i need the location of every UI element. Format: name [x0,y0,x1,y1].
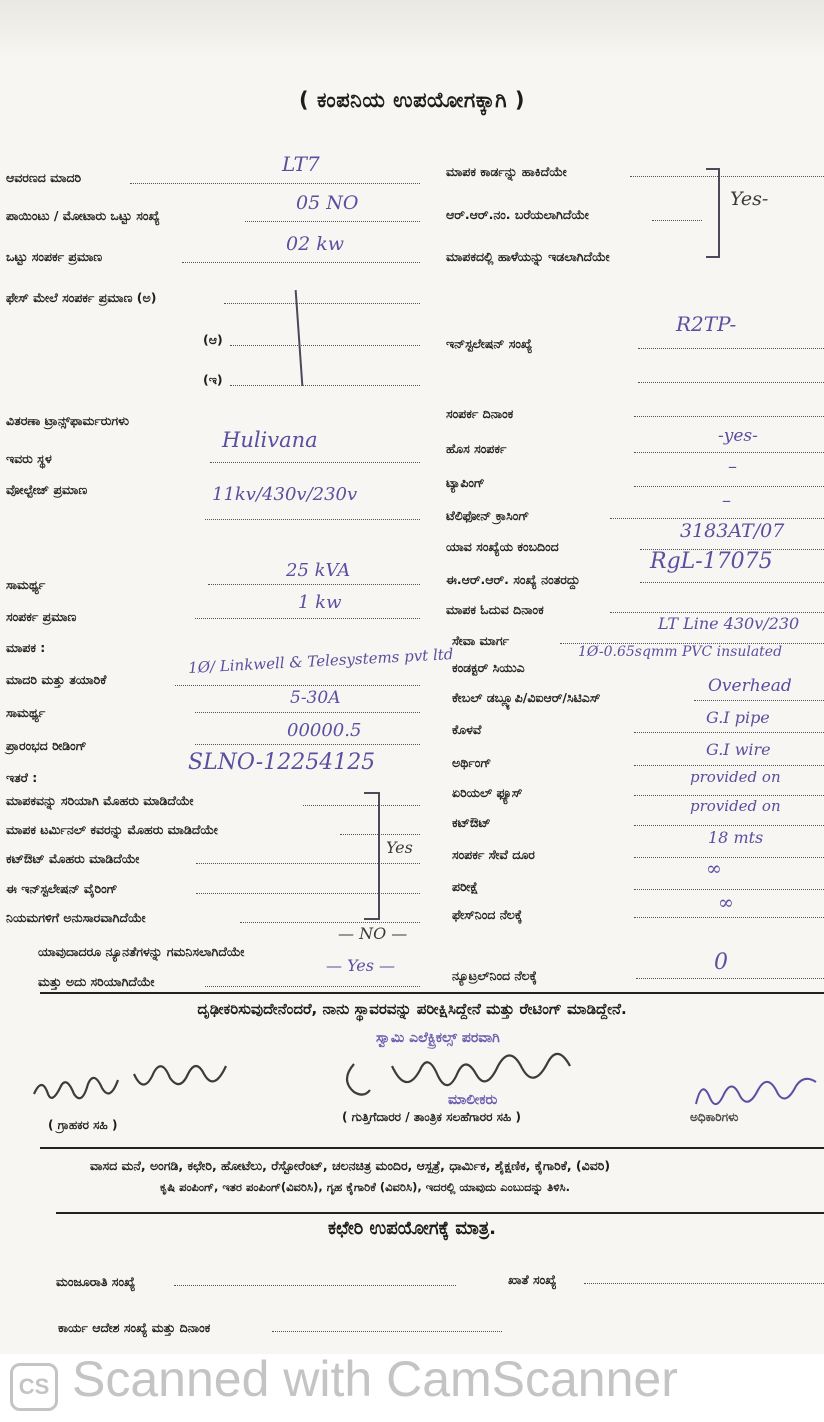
ivaru-sthala-value: Hulivana [222,428,318,452]
left-bracket-yes-value: Yes [386,838,413,857]
points-motor-line [245,221,420,222]
cable-label: ಕೇಬಲ್ ಡಬ್ಲ್ಯೂಪಿ/ವಿಐಆರ್/ಸಿಟಿಎಸ್ [452,690,601,705]
phase-b-line [230,345,420,346]
office-title: ಕಛೇರಿ ಉಪಯೋಗಕ್ಕೆ ಮಾತ್ರ. [328,1218,496,1239]
usage-top-rule [40,1147,824,1149]
cable-value: Overhead [708,676,792,696]
voltage-label: ವೋಲ್ಟೇಜ್ ಪ್ರಮಾಣ [6,482,88,497]
kolave-line [634,732,824,733]
cutout-mohar-label: ಕಟ್‌ಔಟ್ ಮೊಹರು ಮಾಡಿದೆಯೇ [6,851,140,866]
installation-no-label: ಇನ್‌ಸ್ಟಲೇಷನ್ ಸಂಖ್ಯೆ [446,336,533,351]
avarana-madari-label: ಆವರಣದ ಮಾದರಿ [6,170,82,185]
contractor-sign-label: ( ಗುತ್ತಿಗೆದಾರರ / ತಾಂತ್ರಿಕ ಸಲಹೆಗಾರರ ಸಹಿ ) [342,1110,521,1124]
ottu-samparka-line [182,262,420,263]
phase-c-label: (ಇ) [203,372,223,387]
khate-line [584,1283,824,1284]
phase-nelakke-line [634,917,824,918]
err-no-line [640,582,824,583]
camscanner-watermark: Scanned with CamScanner [72,1351,678,1407]
phase-nelakke-value: ∞ [718,892,734,914]
earthing-line [634,765,824,766]
samarthya-label: ಸಾಮರ್ಥ್ಯ [6,577,46,592]
tapping-value: – [728,456,737,477]
niyamagalige-line [240,922,420,923]
ottu-samparka-value: 02 kw [286,233,344,255]
kolave-value: G.I pipe [706,708,770,727]
madari-tayarike-line [175,685,420,686]
conductor-label: ಕಂಡಕ್ಟರ್ ಸಿಯುಎ [452,660,525,675]
prarambha-reading-line [195,744,420,745]
khate-label: ಖಾತೆ ಸಂಖ್ಯೆ [508,1272,557,1287]
nyunate-value: — NO — [338,924,408,943]
phase-a-label: ಫೇಸ್ ಮೇಲೆ ಸಂಪರ್ಕ ಪ್ರಮಾಣ (ಅ) [6,290,157,305]
officer-sign-label: ಅಧಿಕಾರಿಗಳು [690,1110,739,1124]
samarthya2-label: ಸಾಮರ್ಥ್ಯ [6,705,46,720]
neutral-nelakke-label: ನ್ಯೂಟ್ರಲ್‌ನಿಂದ ನೆಲಕ್ಕೆ [452,968,537,983]
installation-no-line [638,348,824,349]
karya-adesha-line [272,1331,502,1332]
cutout-mohar-line [196,863,420,864]
samparka-dinanka-line [634,416,824,417]
seva-marga-value: LT Line 430v/230 [658,614,800,633]
phase-nelakke-label: ಫೇಸ್‌ನಿಂದ ನೆಲಕ್ಕೆ [452,907,523,922]
manjurati-label: ಮಂಜೂರಾತಿ ಸಂಖ್ಯೆ [56,1274,136,1289]
samparka-pramana-value: 1 kw [298,592,342,613]
pariksha-value: ∞ [706,858,722,880]
voltage-value: 11kv/430v/230v [212,484,358,505]
karya-adesha-label: ಕಾರ್ಯ ಆದೇಶ ಸಂಖ್ಯೆ ಮತ್ತು ದಿನಾಂಕ [58,1320,211,1335]
camscanner-logo: CS [10,1363,58,1411]
aerial-fuse-line [634,795,824,796]
aerial-fuse-value: provided on [690,768,781,786]
avarana-madari-line [130,183,420,184]
nyunate-label: ಯಾವುದಾದರೂ ನ್ಯೂನತೆಗಳನ್ನು ಗಮನಿಸಲಾಗಿದೆಯೇ [38,944,245,959]
seva-marga-label: ಸೇವಾ ಮಾರ್ಗ [452,633,510,648]
ivaru-sthala-label: ಇವರು ಸ್ಥಳ [6,451,52,466]
err-no-value: RgL-17075 [650,549,773,574]
niyamagalige-label: ನಿಯಮಗಳಿಗೆ ಅನುಸಾರವಾಗಿದೆಯೇ [6,910,146,925]
form-title: ( ಕಂಪನಿಯ ಉಪಯೋಗಕ್ಕಾಗಿ ) [299,88,525,112]
neutral-nelakke-line [636,978,824,979]
sariyagide-value: — Yes — [326,956,396,975]
customer-sign-label: ( ಗ್ರಾಹಕರ ಸಹಿ ) [48,1118,118,1132]
samarthya-line [208,584,420,585]
phase-c-line [230,385,420,386]
telephone-crossing-value: – [722,490,731,511]
odhuva-dinanka-label: ಮಾಪಕ ಓದುವ ದಿನಾಂಕ [446,602,544,617]
samarthya2-value: 5-30A [290,688,341,708]
voltage-line [205,519,420,520]
manjurati-line [174,1285,456,1286]
usage-line-1: ವಾಸದ ಮನೆ, ಅಂಗಡಿ, ಕಛೇರಿ, ಹೋಟೆಲು, ರೆಸ್ಟೋರೆಂಟ್, ಚಲನಚಿತ್ರ ಮಂದಿರ, ಆಸ್ಪತ್ರೆ, ಧಾರ್ಮಿಕ, ಶೈಕ್ಷಣಿಕ, ಕೈಗಾರಿಕೆ, (ವಿವರಿ) [90,1158,611,1173]
right-yes-bracket [706,168,720,258]
declaration-text: ದೃಢೀಕರಿಸುವುದೇನೆಂದರೆ, ನಾನು ಸ್ಥಾವರವನ್ನು ಪರೀಕ್ಷಿಸಿದ್ದೇನೆ ಮತ್ತು ರೇಟಿಂಗ್ ಮಾಡಿದ್ದೇನೆ. [197,1000,627,1018]
samparka-pramana-line [195,618,420,619]
madari-tayarike-value: 1Ø/ Linkwell & Telesystems pvt ltd [187,645,454,677]
rr-no-label: ಆರ್.ಆರ್.ನಂ. ಬರೆಯಲಾಗಿದೆಯೇ [446,207,589,222]
samarthya2-line [195,712,420,713]
mapaka-mohar-line [303,805,420,806]
installation-no-value: R2TP- [676,312,737,336]
seve-doora-line [634,857,824,858]
customer-signature [30,1058,270,1118]
conductor-value: 1Ø-0.65sqmm PVC insulated [578,644,783,660]
left-yes-bracket [364,792,380,920]
cutout-label: ಕಟ್‌ಔಟ್ [452,815,491,830]
points-motor-label: ಪಾಯಿಂಟು / ಮೋಟಾರು ಒಟ್ಟು ಸಂಖ್ಯೆ [6,208,160,223]
ivaru-sthala-line [210,462,420,463]
transformers-label: ವಿತರಣಾ ಟ್ರಾನ್ಸ್‌ಫಾರ್ಮರುಗಳು [6,413,129,428]
pariksha-label: ಪರೀಕ್ಷೆ [452,879,479,894]
ottu-samparka-label: ಒಟ್ಟು ಸಂಪರ್ಕ ಪ್ರಮಾಣ [6,249,103,264]
declaration-top-rule [40,992,824,994]
mapaka-mohar-label: ಮಾಪಕವನ್ನು ಸರಿಯಾಗಿ ಮೊಹರು ಮಾಡಿದೆಯೇ [6,793,194,808]
hosa-samparka-label: ಹೊಸ ಸಂಪರ್ಕ [446,441,507,456]
points-motor-value: 05 NO [296,192,359,214]
err-no-label: ಈ.ಆರ್.ಆರ್. ಸಂಖ್ಯೆ ನಂತರದ್ದು [446,572,581,587]
kambadinda-value: 3183AT/07 [680,520,785,542]
installation-wiring-line [196,893,420,894]
samparka-pramana-label: ಸಂಪರ್ಕ ಪ್ರಮಾಣ [6,609,77,624]
kolave-label: ಕೊಳವೆ [452,722,482,737]
prarambha-reading-value: 00000.5 [287,720,362,741]
kambadinda-label: ಯಾವ ಸಂಖ್ಯೆಯ ಕಂಬದಿಂದ [446,539,559,554]
earthing-label: ಅರ್ಥಿಂಗ್ [452,755,492,770]
sariyagide-label: ಮತ್ತು ಅದು ಸರಿಯಾಗಿದೆಯೇ [38,974,155,989]
madari-tayarike-label: ಮಾದರಿ ಮತ್ತು ತಯಾರಿಕೆ [6,672,107,687]
hosa-samparka-line [634,452,824,453]
samarthya-value: 25 kVA [286,560,351,581]
stamp-owner-text: ಮಾಲೀಕರು [448,1092,498,1108]
sariyagide-line [205,986,420,987]
prarambha-reading-label: ಪ್ರಾರಂಭದ ರೀಡಿಂಗ್ [6,738,87,753]
pariksha-line [634,889,824,890]
seve-doora-value: 18 mts [708,828,764,847]
right-bracket-yes-value: Yes- [730,188,769,210]
mapaka-card-line [630,176,824,177]
installation-wiring-label: ಈ ಇನ್‌ಸ್ಟಲೇಷನ್ ವೈರಿಂಗ್ [6,881,118,896]
telephone-crossing-line [610,518,824,519]
tapping-label: ಟ್ಯಾಪಿಂಗ್ [446,475,485,490]
odhuva-dinanka-line [610,612,824,613]
page-shadow [0,0,824,60]
mapaka-label: ಮಾಪಕ : [6,640,46,655]
phase-a-line [224,303,420,304]
phase-b-label: (ಆ) [203,332,223,347]
office-top-rule [56,1212,824,1214]
mapaka-card-label: ಮಾಪಕ ಕಾರ್ಡನ್ನು ಹಾಕಿದೆಯೇ [446,164,567,179]
hosa-samparka-value: -yes- [718,426,758,446]
cutout-line [634,825,824,826]
itare-label: ಇತರೆ : [6,770,38,785]
usage-line-2: ಕೃಷಿ ಪಂಪಿಂಗ್, ಇತರ ಪಂಪಿಂಗ್(ವಿವರಿಸಿ), ಗೃಹ ಕೈಗಾರಿಕೆ (ವಿವರಿಸಿ), ಇದರಲ್ಲಿ ಯಾವುದು ಎಂಬುದನ್ನು ತಿಳಿಸಿ. [160,1180,571,1194]
cutout-value: provided on [690,797,781,815]
phase-strike-line [295,290,304,386]
terminal-cover-line [340,834,420,835]
avarana-madari-value: LT7 [282,152,320,176]
aerial-fuse-label: ಏರಿಯಲ್ ಫ್ಯೂಸ್ [452,785,523,800]
samparka-dinanka-label: ಸಂಪರ್ಕ ದಿನಾಂಕ [446,406,514,421]
rr-no-line [652,220,702,221]
itare-value: SLNO-12254125 [188,750,376,775]
seve-doora-label: ಸಂಪರ್ಕ ಸೇವೆ ದೂರ [452,847,535,862]
terminal-cover-label: ಮಾಪಕ ಟರ್ಮಿನಲ್ ಕವರನ್ನು ಮೊಹರು ಮಾಡಿದೆಯೇ [6,822,218,837]
stamp-top-text: ಸ್ವಾಮಿ ಎಲೆಕ್ಟ್ರಿಕಲ್ಸ್ ಪರವಾಗಿ [376,1030,500,1046]
telephone-crossing-label: ಟೆಲಿಫೋನ್ ಕ್ರಾಸಿಂಗ್ [446,508,530,523]
neutral-nelakke-value: 0 [714,950,728,975]
installation-no-line-2 [638,382,824,383]
cable-line [694,700,824,701]
tapping-line [634,486,824,487]
haliyannu-label: ಮಾಪಕದಲ್ಲಿ ಹಾಳೆಯನ್ನು ಇಡಲಾಗಿದೆಯೇ [446,249,610,264]
earthing-value: G.I wire [706,740,771,759]
